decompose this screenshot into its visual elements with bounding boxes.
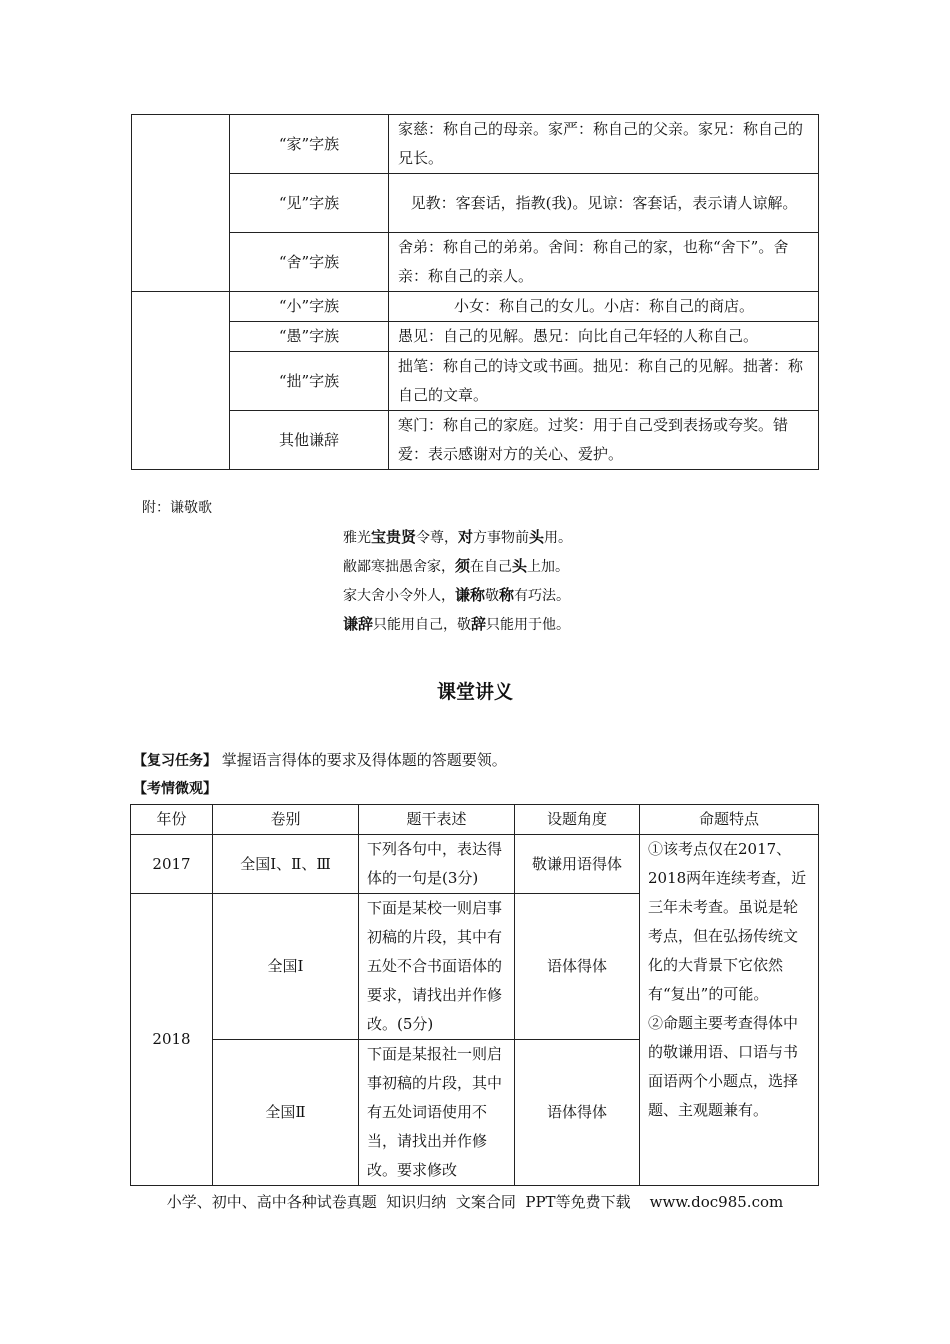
poem-text: 上加。 [527, 559, 570, 575]
poem-bold: 宝贵贤 [371, 528, 417, 546]
stem-cell: 下面是某报社一则启事初稿的片段，其中有五处词语使用不当，请找出并作修改。要求修改 [359, 1040, 515, 1186]
angle-cell: 语体得体 [515, 1040, 640, 1186]
header-cell: 年份 [131, 805, 213, 835]
review-text: 掌握语言得体的要求及得体题的答题要领。 [221, 751, 507, 769]
poem-line [343, 555, 569, 576]
desc-cell: 愚见：自己的见解。愚兄：向比自己年轻的人称自己。 [389, 322, 819, 352]
poem-line [343, 526, 572, 547]
family-cell: 其他谦辞 [230, 411, 389, 470]
family-cell: “家”字族 [230, 115, 389, 174]
desc-cell: 小女：称自己的女儿。小店：称自己的商店。 [389, 292, 819, 322]
angle-cell: 语体得体 [515, 894, 640, 1040]
poem-bold: 头 [512, 557, 528, 575]
poem-bold: 谦称 [455, 586, 486, 604]
family-cell: “拙”字族 [230, 352, 389, 411]
poem-text: 在自己 [470, 559, 513, 575]
poem-bold: 谦辞 [343, 615, 374, 633]
poem-bold: 辞 [471, 615, 487, 633]
poem-bold: 须 [455, 557, 471, 575]
stem-cell: 下列各句中，表达得体的一句是(3分) [359, 835, 515, 894]
poem-text: 只能用自己，敬 [373, 617, 472, 633]
review-label: 【复习任务】 [133, 753, 217, 769]
family-cell: “舍”字族 [230, 233, 389, 292]
poem-bold: 头 [529, 528, 545, 546]
feature-cell [640, 835, 819, 1186]
review-task [133, 749, 507, 770]
desc-cell: 拙笔：称自己的诗文或书画。拙见：称自己的见解。拙著：称自己的文章。 [389, 352, 819, 411]
poem-text: 有巧法。 [514, 588, 571, 604]
poem-text: 敝鄙寒拙愚舍家， [343, 559, 455, 575]
poem-line [343, 613, 570, 634]
trend-label: 【考情微观】 [133, 781, 217, 797]
poem-bold: 对 [458, 528, 474, 546]
paper-cell: 全国Ⅰ [213, 894, 359, 1040]
poem-text: 雅光 [343, 530, 371, 546]
family-cell: “小”字族 [230, 292, 389, 322]
family-cell: “见”字族 [230, 174, 389, 233]
desc-cell: 家慈：称自己的母亲。家严：称自己的父亲。家兄：称自己的兄长。 [389, 115, 819, 174]
humble-words-table [131, 114, 819, 470]
header-cell: 设题角度 [515, 805, 640, 835]
poem-text: 敬 [485, 588, 500, 604]
page-footer: 小学、初中、高中各种试卷真题 知识归纳 文案合同 PPT等免费下载 www.doc985.com [166, 1193, 784, 1211]
exam-trend-table [130, 804, 819, 1186]
angle-cell: 敬谦用语得体 [515, 835, 640, 894]
poem-text: 只能用于他。 [486, 617, 571, 633]
feature-point: ①该考点仅在2017、2018两年连续考查，近三年未考查。虽说是轮考点，但在弘扬传统文化的大背景下它依然有“复出”的可能。 [648, 840, 807, 1003]
group-cell [132, 292, 230, 470]
paper-cell: 全国Ⅰ、Ⅱ、Ⅲ [213, 835, 359, 894]
feature-point: ②命题主要考查得体中的敬谦用语、口语与书面语两个小题点，选择题、主观题兼有。 [648, 1014, 799, 1119]
desc-cell: 寒门：称自己的家庭。过奖：用于自己受到表扬或夸奖。错爱：表示感谢对方的关心、爱护。 [389, 411, 819, 470]
stem-cell: 下面是某校一则启事初稿的片段，其中有五处不合书面语体的要求，请找出并作修改。(5分) [359, 894, 515, 1040]
poem-line [343, 584, 570, 605]
header-cell: 卷别 [213, 805, 359, 835]
desc-cell: 见教：客套话，指教(我)。见谅：客套话，表示请人谅解。 [389, 174, 819, 233]
poem-text: 家大舍小令外人， [343, 588, 455, 604]
group-cell [132, 115, 230, 292]
poem-text: 方事物前 [473, 530, 530, 546]
poem-text: 用。 [544, 530, 573, 546]
header-cell: 题干表述 [359, 805, 515, 835]
paper-cell: 全国Ⅱ [213, 1040, 359, 1186]
desc-cell: 舍弟：称自己的弟弟。舍间：称自己的家，也称“舍下”。舍亲：称自己的亲人。 [389, 233, 819, 292]
poem-bold: 称 [499, 586, 515, 604]
header-cell: 命题特点 [640, 805, 819, 835]
poem-text: 令尊， [416, 530, 459, 546]
section-title: 课堂讲义 [436, 681, 513, 703]
family-cell: “愚”字族 [230, 322, 389, 352]
year-cell: 2017 [131, 835, 213, 894]
appendix-label: 附：谦敬歌 [142, 500, 212, 516]
year-cell: 2018 [131, 894, 213, 1186]
